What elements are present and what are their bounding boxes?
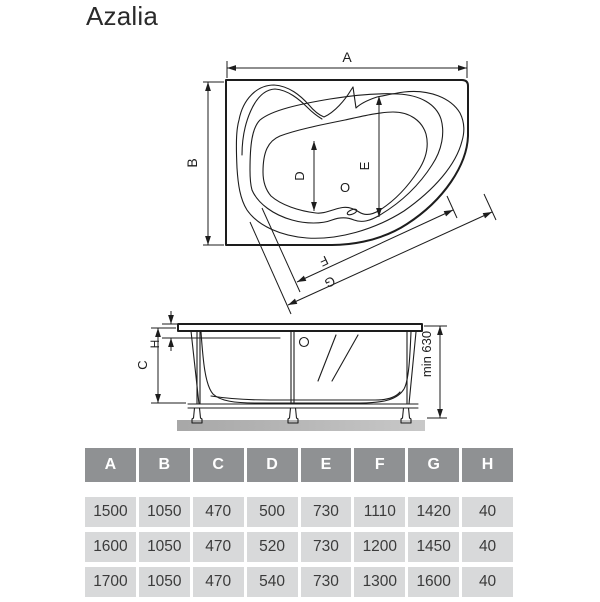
table-row bbox=[85, 567, 513, 597]
table-cell: 40 bbox=[462, 532, 513, 562]
table-cell: 520 bbox=[247, 532, 298, 562]
dim-d-label: D bbox=[292, 171, 307, 181]
table-row bbox=[85, 497, 513, 527]
headrest-arc bbox=[242, 89, 322, 155]
dim-f-label: F bbox=[317, 252, 331, 270]
table-header-cell: C bbox=[193, 448, 244, 482]
jet-line-right bbox=[332, 335, 358, 381]
deck-slab bbox=[178, 324, 422, 331]
table-header-cell: F bbox=[354, 448, 405, 482]
table-cell: 470 bbox=[193, 532, 244, 562]
table-cell: 1450 bbox=[408, 532, 459, 562]
table-header-row bbox=[85, 448, 513, 482]
dim-g-ext-right bbox=[484, 194, 496, 220]
table-cell: 1420 bbox=[408, 497, 459, 527]
table-cell: 1050 bbox=[139, 497, 190, 527]
table-cell: 1600 bbox=[85, 532, 136, 562]
table-cell: 1300 bbox=[354, 567, 405, 597]
dim-min630-label: min 630 bbox=[419, 330, 434, 378]
table-cell: 730 bbox=[301, 567, 352, 597]
table-cell: 730 bbox=[301, 532, 352, 562]
table-header-cell: D bbox=[247, 448, 298, 482]
table-cell: 470 bbox=[193, 497, 244, 527]
table-cell: 470 bbox=[193, 567, 244, 597]
dim-h-label: H bbox=[148, 339, 162, 349]
dim-g-ext-left bbox=[250, 222, 291, 314]
table-row bbox=[85, 532, 513, 562]
dimensions-table bbox=[85, 448, 513, 602]
top-view bbox=[184, 49, 496, 314]
table-cell: 1050 bbox=[139, 532, 190, 562]
jet-line-left bbox=[318, 335, 336, 381]
dim-g-label: G bbox=[322, 273, 338, 292]
table-header-cell: E bbox=[301, 448, 352, 482]
table-cell: 1700 bbox=[85, 567, 136, 597]
drain-mark bbox=[347, 208, 358, 216]
table-cell: 1600 bbox=[408, 567, 459, 597]
drain-label: O bbox=[339, 180, 351, 195]
page-title: Azalia bbox=[86, 1, 159, 31]
table-cell: 540 bbox=[247, 567, 298, 597]
table-header-cell: G bbox=[408, 448, 459, 482]
table-cell: 1500 bbox=[85, 497, 136, 527]
apron-left-edge bbox=[191, 331, 199, 404]
table-cell: 1200 bbox=[354, 532, 405, 562]
table-header-cell: H bbox=[462, 448, 513, 482]
table-header-cell: B bbox=[139, 448, 190, 482]
table-cell: 730 bbox=[301, 497, 352, 527]
dim-a-label: A bbox=[342, 49, 352, 65]
dim-e-label: E bbox=[357, 161, 372, 171]
table-cell: 1050 bbox=[139, 567, 190, 597]
dim-c-label: C bbox=[135, 360, 150, 370]
dim-b-label: B bbox=[184, 158, 200, 168]
tub-profile bbox=[201, 332, 411, 403]
table-cell: 1110 bbox=[354, 497, 405, 527]
tub-bottom-inner bbox=[211, 392, 400, 400]
table-header-cell: A bbox=[85, 448, 136, 482]
dim-f-ext-right bbox=[447, 196, 457, 218]
table-cell: 500 bbox=[247, 497, 298, 527]
table-cell: 40 bbox=[462, 497, 513, 527]
side-view bbox=[135, 311, 447, 431]
drain-side-mark bbox=[300, 338, 309, 347]
ground bbox=[177, 420, 425, 431]
table-cell: 40 bbox=[462, 567, 513, 597]
